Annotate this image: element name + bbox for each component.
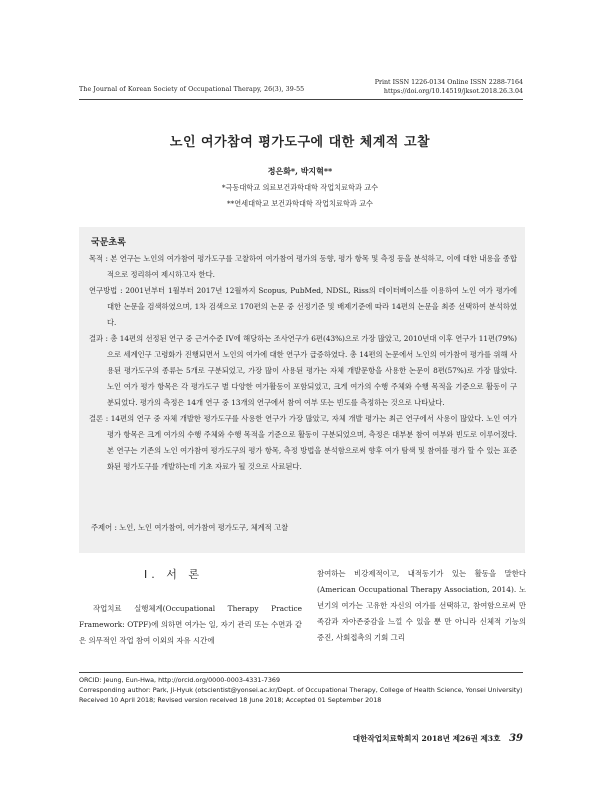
footnote-orcid[interactable]: ORCID: Jeung, Eun-Hwa, http://orcid.org/0000-0003-4331-7369 bbox=[79, 676, 281, 684]
abstract-conclusion: 결론 : 14편의 연구 중 자체 개발한 평가도구를 사용한 연구가 가장 많았고, 자체 개발 평가는 최근 연구에서 사용이 많았다. 노인 여가 평가 항목은 크게 여가의 수행 주체와 수행 목적을 기준으로 활동이 구분되었으며, 측정은 대부분 참여 여부와 빈도로 이루어졌다. 본 연구는 기존의 노인 여가참여 평가도구의 평가 항목, 측정 방법을 분석함으로써 향후 여가 탐색 및 참여를 평가 할 수 있는 표준화된 평가도구를 개발하는데 기초 자료가 될 것으로 사료된다. bbox=[89, 414, 517, 471]
paper-title: 노인 여가참여 평가도구에 대한 체계적 고찰 bbox=[169, 135, 431, 150]
intro-left-column bbox=[79, 601, 302, 649]
affiliation-2: **연세대학교 보건과학대학 작업치료학과 교수 bbox=[227, 199, 373, 208]
intro-right-column: 참여하는 비강제적이고, 내적동기가 있는 활동을 말한다(American Occupational Therapy Association, 2014). 노년기의 여가는 고유한 자신의 여가를 선택하고, 참여함으로써 만족감과 자아존중감을 느낄 수 있을 뿐 만 아니라 신체적 기능의 증진, 사회접촉의 기회 그리 bbox=[317, 569, 526, 642]
keywords: 주제어 : 노인, 노인 여가참여, 여가참여 평가도구, 체계적 고찰 bbox=[91, 523, 289, 532]
footnote-corresponding: Corresponding author: Park, Ji-Hyuk (otscientist@yonsei.ac.kr/Dept. of Occupational Therapy, College of Health Science, Yonsei University) bbox=[79, 686, 523, 694]
issn-doi bbox=[375, 78, 523, 96]
abstract-method: 연구방법 : 2001년부터 1월부터 2017년 12월까지 Scopus, PubMed, NDSL, Riss의 데이터베이스를 이용하여 노인 여가 평가에 대한 논문을 검색하였으며, 1차 검색으로 170편의 논문 중 선정기준 및 배제기준에 따라 14편의 논문을 최종 선택하여 분석하였다. bbox=[89, 286, 517, 327]
section-heading: Ⅰ. 서 론 bbox=[144, 568, 203, 581]
header-rule bbox=[79, 99, 523, 100]
affiliation-1: *극동대학교 의료보건과학대학 작업치료학과 교수 bbox=[221, 183, 379, 192]
page-number: 39 bbox=[509, 733, 523, 744]
page-footer bbox=[353, 733, 523, 744]
journal-citation: The Journal of Korean Society of Occupational Therapy, 26(3), 39-55 bbox=[79, 86, 305, 93]
intro-left-text: 작업치료 실행체계(Occupational Therapy Practice Framework: OTPF)에 의하면 여가는 일, 자기 관리 또는 수면과 같은 의무적인 작업 참여 이외의 자유 시간에 bbox=[79, 604, 302, 645]
authors: 정은화*, 박지혁** bbox=[267, 166, 333, 176]
doi-link[interactable]: https://doi.org/10.14519/jksot.2018.26.3.04 bbox=[383, 88, 523, 95]
abstract-purpose: 목적 : 본 연구는 노인의 여가참여 평가도구를 고찰하여 여가참여 평가의 동향, 평가 항목 및 측정 등을 분석하고, 이에 대한 내용을 종합적으로 정리하여 제시하고자 한다. bbox=[89, 254, 517, 279]
footnote-rule bbox=[79, 672, 523, 673]
footer-journal: 대한작업치료학회지 2018년 제26권 제3호 bbox=[352, 734, 501, 743]
footnote-received: Received 10 April 2018; Revised version received 18 June 2018; Accepted 01 September 2018 bbox=[79, 696, 382, 704]
abstract-heading: 국문초록 bbox=[91, 238, 126, 248]
footnotes bbox=[79, 675, 523, 705]
abstract-body bbox=[89, 251, 517, 475]
abstract-box bbox=[79, 227, 525, 553]
abstract-results: 결과 : 총 14편의 선정된 연구 중 근거수준 IV에 해당하는 조사연구가 6편(43%)으로 가장 많았고, 2010년대 이후 연구가 11편(79%)으로 세계인구 고령화가 진행되면서 노인의 여가에 대한 연구가 급증하였다. 총 14편의 논문에서 노인의 여가참여 평가를 위해 사용된 평가도구의 종류는 5개로 구분되었고, 가장 많이 사용된 평가는 자체 개발문항을 사용한 논문이 8편(57%)로 가장 많았다. 노인 여가 평가 항목은 각 평가도구 별 다양한 여가활동이 포함되었고, 크게 여가의 수행 주체와 수행 목적을 기준으로 활동이 구분되었다. 평가의 측정은 14개 연구 중 13개의 연구에서 참여 여부 또는 빈도를 측정하는 것으로 나타났다. bbox=[89, 334, 517, 407]
issn: Print ISSN 1226-0134 Online ISSN 2288-7164 bbox=[374, 79, 523, 86]
